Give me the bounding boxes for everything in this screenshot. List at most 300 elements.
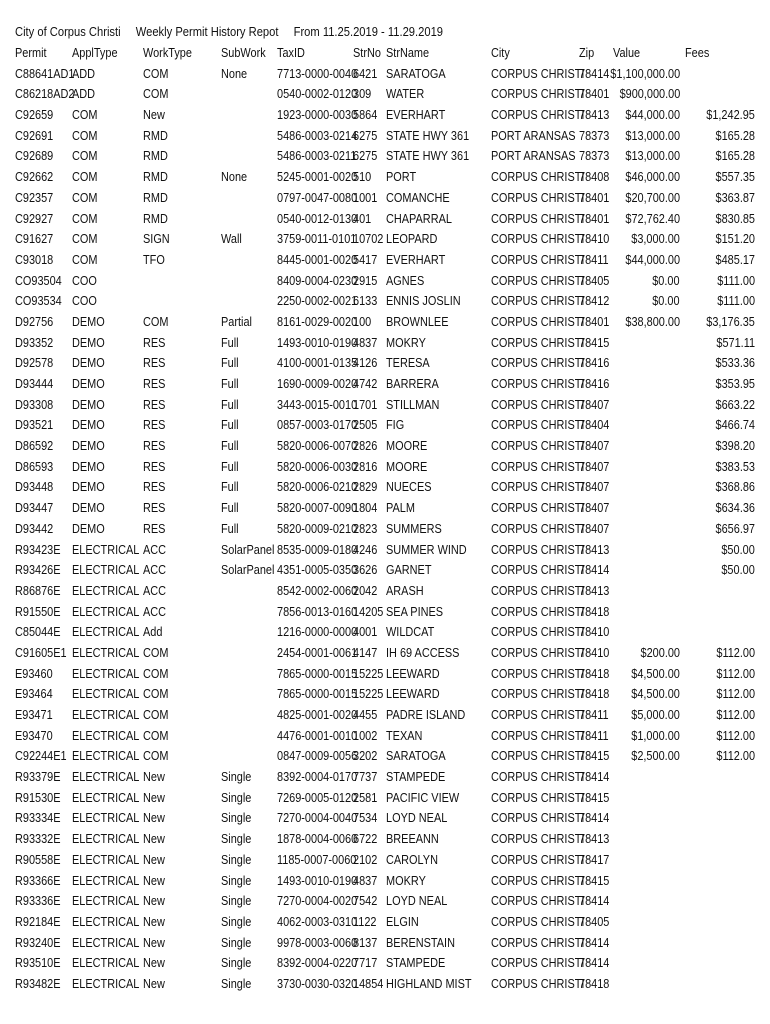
cell-appl-type: ELECTRICAL: [72, 975, 140, 991]
cell-fees: $112.00: [716, 707, 755, 722]
cell-work-type: COM: [143, 313, 169, 329]
cell-tax-id: 1923-0000-0030: [277, 107, 358, 123]
cell-permit: E93464: [15, 686, 53, 702]
cell-street-number: 2102: [353, 851, 378, 867]
cell-street-number: 1701: [353, 396, 378, 412]
cell-street-name: WATER: [386, 86, 425, 102]
column-header-city: City: [491, 45, 510, 60]
cell-zip: 78407: [579, 479, 610, 495]
cell-street-name: COMANCHE: [386, 189, 450, 205]
cell-street-name: SEA PINES: [386, 603, 444, 619]
cell-permit: C92662: [15, 169, 54, 185]
cell-city: CORPUS CHRISTI: [491, 541, 585, 557]
cell-zip: 78407: [579, 396, 610, 412]
cell-sub-work: Full: [221, 334, 239, 350]
cell-fees: $485.17: [715, 251, 755, 267]
cell-street-number: 6421: [353, 65, 378, 81]
cell-value: $1,000.00: [631, 727, 680, 743]
cell-fees: $111.00: [717, 272, 755, 288]
cell-permit: D86593: [15, 458, 54, 474]
cell-street-name: LEEWARD: [386, 686, 440, 702]
cell-street-number: 15225: [353, 665, 384, 681]
cell-sub-work: Single: [221, 810, 252, 826]
cell-fees: $634.36: [715, 500, 755, 516]
cell-work-type: RES: [143, 417, 166, 433]
cell-permit: R91530E: [15, 789, 61, 805]
cell-fees: $830.85: [715, 210, 755, 226]
cell-zip: 78415: [579, 748, 610, 764]
cell-city: CORPUS CHRISTI: [491, 831, 585, 847]
cell-street-name: ARASH: [386, 582, 424, 598]
cell-permit: R93379E: [15, 769, 61, 785]
cell-street-number: 2915: [353, 272, 378, 288]
cell-value: $4,500.00: [631, 686, 680, 702]
cell-zip: 78401: [579, 189, 610, 205]
cell-sub-work: Single: [221, 872, 252, 888]
cell-permit: R86876E: [15, 582, 61, 598]
cell-appl-type: ELECTRICAL: [72, 562, 140, 578]
org-name: City of Corpus Christi: [15, 24, 121, 39]
cell-appl-type: ELECTRICAL: [72, 707, 140, 722]
cell-value: $1,100,000.00: [610, 65, 680, 81]
cell-tax-id: 1216-0000-0000: [277, 624, 358, 640]
cell-permit: C92689: [15, 148, 54, 164]
cell-permit: D93442: [15, 520, 54, 536]
cell-fees: $557.35: [715, 169, 755, 185]
cell-fees: $571.11: [716, 334, 755, 350]
cell-zip: 78414: [579, 810, 610, 826]
cell-street-name: GARNET: [386, 562, 432, 578]
cell-street-number: 4742: [353, 376, 378, 391]
cell-permit: R93366E: [15, 872, 61, 888]
cell-zip: 78373: [579, 148, 610, 164]
table-row: [15, 229, 755, 250]
cell-work-type: RMD: [143, 210, 168, 226]
cell-permit: R93482E: [15, 975, 61, 991]
cell-city: CORPUS CHRISTI: [491, 769, 585, 785]
cell-tax-id: 3730-0030-0320: [277, 975, 358, 991]
cell-work-type: New: [143, 769, 165, 785]
cell-appl-type: DEMO: [72, 500, 105, 516]
cell-zip: 78414: [579, 562, 610, 578]
cell-city: CORPUS CHRISTI: [491, 293, 585, 309]
report-title: Weekly Permit History Repot: [135, 24, 279, 39]
cell-street-name: SUMMER WIND: [386, 541, 467, 557]
cell-sub-work: Single: [221, 975, 252, 991]
cell-appl-type: COM: [72, 127, 98, 143]
cell-value: $4,500.00: [631, 665, 680, 681]
cell-fees: $112.00: [716, 686, 755, 702]
cell-street-name: AGNES: [386, 272, 425, 288]
cell-zip: 78401: [579, 210, 610, 226]
table-header-row: [15, 43, 755, 64]
cell-zip: 78405: [579, 913, 610, 929]
cell-street-name: PALM: [386, 500, 415, 516]
cell-permit: E93470: [15, 727, 53, 743]
cell-tax-id: 8392-0004-0220: [277, 955, 358, 971]
table-row: [15, 933, 755, 954]
cell-zip: 78414: [579, 934, 610, 950]
cell-sub-work: Full: [221, 376, 239, 391]
cell-work-type: RMD: [143, 169, 168, 185]
cell-work-type: COM: [143, 644, 169, 660]
cell-street-number: 8137: [353, 934, 378, 950]
cell-sub-work: Full: [221, 479, 239, 495]
cell-city: CORPUS CHRISTI: [491, 872, 585, 888]
cell-city: CORPUS CHRISTI: [491, 251, 585, 267]
cell-street-number: 4147: [353, 644, 378, 660]
cell-street-name: LEEWARD: [386, 665, 440, 681]
table-row: [15, 353, 755, 374]
cell-city: CORPUS CHRISTI: [491, 893, 585, 909]
table-row: [15, 84, 755, 105]
cell-street-number: 6275: [353, 127, 378, 143]
cell-city: CORPUS CHRISTI: [491, 376, 585, 391]
table-row: [15, 250, 755, 271]
table-row: [15, 457, 755, 478]
cell-city: CORPUS CHRISTI: [491, 748, 585, 764]
cell-tax-id: 1690-0009-0020: [277, 376, 358, 391]
cell-street-name: HIGHLAND MIST: [386, 975, 472, 991]
cell-value: $3,000.00: [631, 231, 680, 247]
cell-street-number: 14205: [353, 603, 384, 619]
cell-street-name: ENNIS JOSLIN: [386, 293, 461, 309]
cell-city: CORPUS CHRISTI: [491, 582, 585, 598]
cell-appl-type: DEMO: [72, 355, 105, 371]
cell-tax-id: 4825-0001-0020: [277, 707, 358, 722]
cell-fees: $1,242.95: [706, 107, 755, 123]
cell-permit: R92184E: [15, 913, 61, 929]
cell-work-type: COM: [143, 727, 169, 743]
table-row: [15, 788, 755, 809]
table-row: [15, 622, 755, 643]
cell-street-name: WILDCAT: [386, 624, 435, 640]
cell-sub-work: Single: [221, 851, 252, 867]
cell-tax-id: 7269-0005-0120: [277, 789, 358, 805]
table-row: [15, 540, 755, 561]
cell-work-type: New: [143, 107, 165, 123]
cell-appl-type: ELECTRICAL: [72, 789, 140, 805]
cell-permit: C92244E1: [15, 748, 67, 764]
table-row: [15, 126, 755, 147]
cell-appl-type: DEMO: [72, 376, 105, 391]
cell-appl-type: ELECTRICAL: [72, 893, 140, 909]
cell-work-type: New: [143, 789, 165, 805]
cell-appl-type: ELECTRICAL: [72, 541, 140, 557]
cell-appl-type: DEMO: [72, 334, 105, 350]
cell-appl-type: ELECTRICAL: [72, 955, 140, 971]
cell-fees: $398.20: [715, 438, 755, 454]
cell-work-type: ACC: [143, 541, 167, 557]
cell-fees: $50.00: [721, 541, 755, 557]
cell-sub-work: Full: [221, 396, 239, 412]
table-row: [15, 891, 755, 912]
cell-street-name: NUECES: [386, 479, 432, 495]
cell-street-number: 6275: [353, 148, 378, 164]
cell-street-name: PORT: [386, 169, 417, 185]
cell-work-type: New: [143, 975, 165, 991]
cell-permit: D93447: [15, 500, 54, 516]
cell-sub-work: Full: [221, 520, 239, 536]
cell-permit: CO93504: [15, 272, 62, 288]
cell-tax-id: 3759-0011-0101: [277, 231, 357, 247]
cell-tax-id: 1493-0010-0190: [277, 872, 358, 888]
cell-sub-work: Full: [221, 500, 239, 516]
cell-street-name: TEXAN: [386, 727, 423, 743]
cell-street-number: 10702: [353, 231, 384, 247]
cell-work-type: COM: [143, 686, 169, 702]
cell-appl-type: ELECTRICAL: [72, 603, 140, 619]
cell-value: $72,762.40: [625, 210, 680, 226]
cell-street-name: BROWNLEE: [386, 313, 449, 329]
table-row: [15, 705, 755, 726]
cell-street-number: 401: [353, 210, 372, 226]
table-row: [15, 560, 755, 581]
cell-tax-id: 4100-0001-0135: [277, 355, 358, 371]
cell-street-number: 1804: [353, 500, 378, 516]
cell-street-name: CAROLYN: [386, 851, 438, 867]
cell-sub-work: Single: [221, 831, 252, 847]
cell-appl-type: ELECTRICAL: [72, 913, 140, 929]
cell-appl-type: ELECTRICAL: [72, 851, 140, 867]
cell-appl-type: ADD: [72, 65, 96, 81]
cell-work-type: RES: [143, 355, 166, 371]
cell-fees: $3,176.35: [706, 313, 755, 329]
cell-permit: R90558E: [15, 851, 61, 867]
cell-street-name: ELGIN: [386, 913, 419, 929]
cell-appl-type: ELECTRICAL: [72, 727, 140, 743]
cell-street-name: EVERHART: [386, 251, 446, 267]
cell-city: CORPUS CHRISTI: [491, 86, 585, 102]
cell-city: CORPUS CHRISTI: [491, 189, 585, 205]
cell-permit: R93332E: [15, 831, 61, 847]
table-row: [15, 912, 755, 933]
cell-street-number: 7737: [353, 769, 378, 785]
cell-sub-work: Single: [221, 913, 252, 929]
cell-zip: 78418: [579, 665, 610, 681]
cell-zip: 78415: [579, 872, 610, 888]
cell-value: $2,500.00: [631, 748, 680, 764]
cell-city: CORPUS CHRISTI: [491, 851, 585, 867]
table-row: [15, 395, 755, 416]
cell-work-type: COM: [143, 86, 169, 102]
table-row: [15, 581, 755, 602]
cell-tax-id: 4476-0001-0010: [277, 727, 358, 743]
cell-street-name: BARRERA: [386, 376, 439, 391]
cell-fees: $533.36: [715, 355, 755, 371]
cell-city: CORPUS CHRISTI: [491, 458, 585, 474]
cell-value: $13,000.00: [625, 127, 680, 143]
cell-value: $38,800.00: [625, 313, 680, 329]
table-row: [15, 974, 755, 995]
cell-city: CORPUS CHRISTI: [491, 520, 585, 536]
table-row: [15, 767, 755, 788]
cell-city: CORPUS CHRISTI: [491, 644, 585, 660]
cell-permit: R93423E: [15, 541, 61, 557]
cell-street-name: MOORE: [386, 458, 428, 474]
cell-zip: 78414: [579, 769, 610, 785]
cell-appl-type: COO: [72, 293, 97, 309]
cell-zip: 78407: [579, 500, 610, 516]
cell-permit: C92659: [15, 107, 54, 123]
table-row: [15, 726, 755, 747]
cell-sub-work: Wall: [221, 231, 242, 247]
cell-work-type: New: [143, 831, 165, 847]
cell-sub-work: Single: [221, 934, 252, 950]
cell-street-number: 3626: [353, 562, 378, 578]
cell-street-number: 6133: [353, 293, 378, 309]
cell-tax-id: 0857-0003-0170: [277, 417, 358, 433]
cell-sub-work: Full: [221, 438, 239, 454]
cell-city: CORPUS CHRISTI: [491, 500, 585, 516]
column-header-street-number: StrNo: [353, 45, 381, 60]
cell-value: $0.00: [652, 272, 680, 288]
cell-zip: 78416: [579, 376, 610, 391]
cell-fees: $165.28: [715, 127, 755, 143]
cell-street-name: SUMMERS: [386, 520, 442, 536]
cell-street-number: 15225: [353, 686, 384, 702]
cell-permit: D93444: [15, 376, 54, 391]
cell-work-type: COM: [143, 665, 169, 681]
column-header-permit: Permit: [15, 45, 47, 60]
cell-sub-work: SolarPanel: [221, 541, 275, 557]
cell-city: CORPUS CHRISTI: [491, 272, 585, 288]
table-row: [15, 333, 755, 354]
cell-zip: 78411: [579, 251, 609, 267]
cell-sub-work: Full: [221, 417, 239, 433]
cell-street-number: 2581: [353, 789, 378, 805]
cell-street-name: EVERHART: [386, 107, 446, 123]
column-header-street-name: StrName: [386, 45, 430, 60]
cell-permit: D92756: [15, 313, 54, 329]
cell-tax-id: 5820-0006-0030: [277, 458, 358, 474]
cell-appl-type: ELECTRICAL: [72, 748, 140, 764]
cell-permit: C91605E1: [15, 644, 67, 660]
cell-zip: 78416: [579, 355, 610, 371]
cell-appl-type: DEMO: [72, 438, 105, 454]
cell-street-name: SARATOGA: [386, 748, 446, 764]
cell-permit: R93510E: [15, 955, 61, 971]
cell-street-name: MOORE: [386, 438, 428, 454]
cell-tax-id: 1185-0007-0060: [277, 851, 357, 867]
table-row: [15, 498, 755, 519]
cell-street-name: PADRE ISLAND: [386, 707, 466, 722]
cell-street-number: 100: [353, 313, 372, 329]
table-row: [15, 871, 755, 892]
cell-work-type: New: [143, 934, 165, 950]
cell-city: CORPUS CHRISTI: [491, 169, 585, 185]
cell-permit: R93336E: [15, 893, 61, 909]
cell-fees: $363.87: [715, 189, 755, 205]
cell-street-number: 5864: [353, 107, 378, 123]
cell-city: CORPUS CHRISTI: [491, 65, 585, 81]
cell-permit: R91550E: [15, 603, 61, 619]
cell-work-type: RES: [143, 376, 166, 391]
cell-street-number: 4455: [353, 707, 378, 722]
cell-permit: C85044E: [15, 624, 61, 640]
cell-appl-type: COM: [72, 231, 98, 247]
table-row: [15, 953, 755, 974]
cell-appl-type: COM: [72, 189, 98, 205]
cell-tax-id: 5820-0006-0210: [277, 479, 358, 495]
cell-fees: $50.00: [721, 562, 755, 578]
cell-tax-id: 9978-0003-0060: [277, 934, 358, 950]
cell-fees: $112.00: [716, 748, 755, 764]
cell-street-number: 4246: [353, 541, 378, 557]
table-row: [15, 374, 755, 395]
cell-work-type: COM: [143, 748, 169, 764]
table-row: [15, 291, 755, 312]
cell-city: CORPUS CHRISTI: [491, 396, 585, 412]
cell-zip: 78373: [579, 127, 610, 143]
column-header-value: Value: [613, 45, 641, 60]
column-header-tax-id: TaxID: [277, 45, 305, 60]
cell-work-type: RES: [143, 500, 166, 516]
cell-street-number: 7534: [353, 810, 378, 826]
cell-work-type: RES: [143, 334, 166, 350]
cell-appl-type: COM: [72, 169, 98, 185]
cell-zip: 78413: [579, 582, 610, 598]
cell-sub-work: Single: [221, 955, 252, 971]
date-range: From 11.25.2019 - 11.29.2019: [293, 24, 444, 39]
table-row: [15, 436, 755, 457]
cell-tax-id: 7865-0000-0015: [277, 665, 358, 681]
cell-permit: R93334E: [15, 810, 61, 826]
cell-zip: 78418: [579, 686, 610, 702]
cell-city: CORPUS CHRISTI: [491, 438, 585, 454]
cell-zip: 78412: [579, 293, 610, 309]
column-header-sub-work: SubWork: [221, 45, 266, 60]
cell-street-name: STILLMAN: [386, 396, 440, 412]
cell-tax-id: 4062-0003-0310: [277, 913, 358, 929]
cell-work-type: New: [143, 851, 165, 867]
cell-fees: $151.20: [715, 231, 755, 247]
cell-permit: R93240E: [15, 934, 61, 950]
cell-appl-type: ADD: [72, 86, 96, 102]
cell-city: CORPUS CHRISTI: [491, 955, 585, 971]
cell-street-number: 309: [353, 86, 372, 102]
table-row: [15, 209, 755, 230]
cell-city: PORT ARANSAS: [491, 127, 576, 143]
cell-tax-id: 2454-0001-0061: [277, 644, 358, 660]
cell-zip: 78414: [579, 893, 610, 909]
table-row: [15, 643, 755, 664]
report-title-line: [15, 23, 455, 41]
table-row: [15, 602, 755, 623]
cell-appl-type: ELECTRICAL: [72, 872, 140, 888]
cell-street-name: STAMPEDE: [386, 769, 446, 785]
cell-city: CORPUS CHRISTI: [491, 686, 585, 702]
cell-street-name: PACIFIC VIEW: [386, 789, 460, 805]
cell-sub-work: Full: [221, 355, 239, 371]
cell-street-number: 1002: [353, 727, 378, 743]
cell-street-name: LOYD NEAL: [386, 893, 448, 909]
table-row: [15, 850, 755, 871]
cell-tax-id: 8542-0002-0060: [277, 582, 358, 598]
cell-permit: C92691: [15, 127, 54, 143]
cell-work-type: RES: [143, 479, 166, 495]
cell-appl-type: DEMO: [72, 479, 105, 495]
cell-appl-type: COO: [72, 272, 97, 288]
cell-sub-work: Partial: [221, 313, 252, 329]
cell-sub-work: Single: [221, 769, 252, 785]
cell-street-name: LEOPARD: [386, 231, 438, 247]
table-row: [15, 64, 755, 85]
cell-appl-type: COM: [72, 251, 98, 267]
cell-sub-work: None: [221, 169, 248, 185]
cell-tax-id: 5820-0009-0210: [277, 520, 358, 536]
cell-city: CORPUS CHRISTI: [491, 789, 585, 805]
